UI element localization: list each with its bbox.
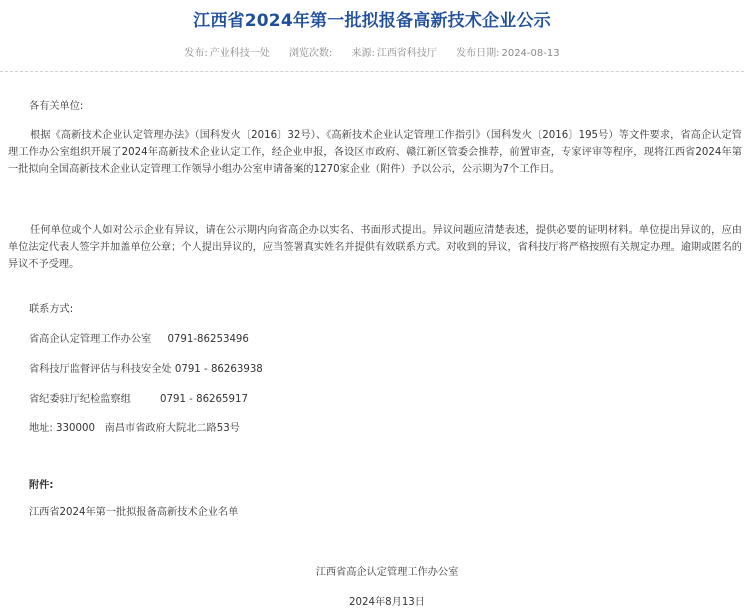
meta-source-label: 来源:: [351, 48, 375, 59]
meta-publisher-label: 发布:: [184, 48, 208, 59]
meta-source: [352, 48, 441, 59]
attachment-heading: 附件:: [29, 480, 54, 491]
contact-title: 联系方式:: [29, 304, 74, 315]
paragraph-objection: 任何单位或个人如对公示企业有异议，请在公示期内向省高企办以实名、书面形式提出。异议问题应清楚表述，提供必要的证明材料。单位提出异议的，应由单位法定代表人签字并加盖单位公章；个人提出异议的，应当签署真实姓名并提供有效联系方式。对收到的异议，省科技厅将严格按照有关规定办理。逾期或匿名的异议不予受理。: [8, 225, 742, 270]
article-title: 江西省2024年第一批拟报备高新技术企业公示: [193, 11, 551, 31]
salutation: 各有关单位:: [29, 101, 84, 112]
signature-date: 2024年8月13日: [349, 597, 425, 608]
contact-line-discipline: 省纪委驻厅纪检监察组 0791 - 86265917: [29, 394, 248, 405]
meta-publisher: [184, 48, 273, 59]
meta-date-label: 发布日期:: [456, 48, 500, 59]
signature-office: 江西省高企认定管理工作办公室: [315, 567, 459, 578]
contact-line-address: 地址: 330000 南昌市省政府大院北二路53号: [29, 423, 240, 434]
meta-source-value: 江西省科技厅: [376, 48, 437, 59]
contact-line-office: 省高企认定管理工作办公室 0791-86253496: [29, 334, 249, 345]
meta-publisher-value: 产业科技一处: [209, 48, 270, 59]
meta-date-value: 2024-08-13: [501, 48, 560, 59]
contact-line-supervision: 省科技厅监督评估与科技安全处 0791 - 86263938: [29, 364, 263, 375]
meta-date: [456, 48, 560, 59]
meta-views-label: 浏览次数:: [288, 48, 333, 59]
meta-views: [289, 48, 336, 59]
attachment-link[interactable]: 江西省2024年第一批拟报备高新技术企业名单: [29, 507, 239, 518]
article-meta: [0, 44, 744, 59]
paragraph-basis: 根据《高新技术企业认定管理办法》（国科发火〔2016〕32号）、《高新技术企业认定管理工作指引》（国科发火〔2016〕195号）等文件要求，省高企认定管理工作办公室组织开展了2024年高新技术企业认定工作，经企业申报，各设区市政府、赣江新区管委会推荐，前置审查，专家评审等程序，现将江西省2024年第一批拟向全国高新技术企业认定管理工作领导小组办公室申请备案的1270家企业（附件）予以公示，公示期为7个工作日。: [8, 130, 742, 175]
meta-divider: [0, 71, 744, 72]
